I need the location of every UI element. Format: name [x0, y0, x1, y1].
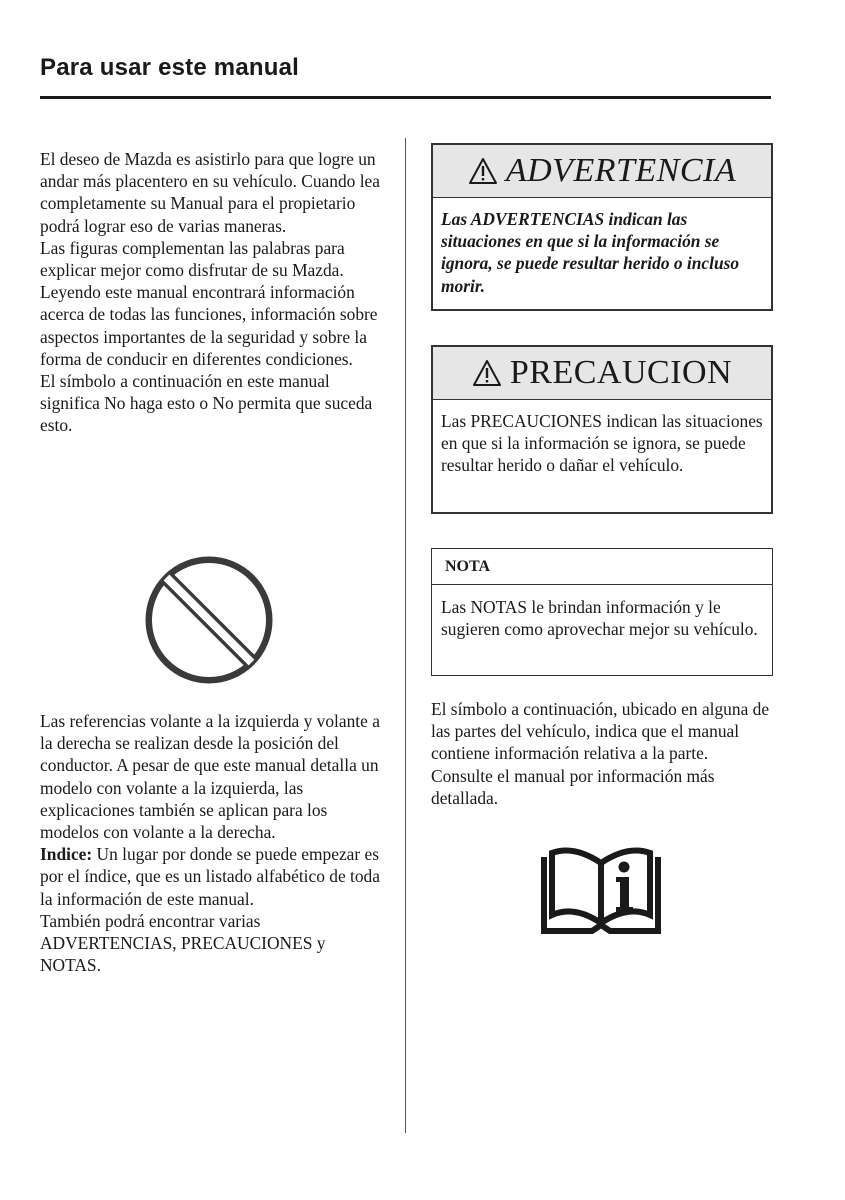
manual-symbol-section [431, 698, 773, 809]
warning-triangle-icon [472, 359, 502, 387]
manual-consult-paragraph: Consulte el manual por información más detallada. [431, 765, 715, 808]
left-column-lower [40, 710, 385, 976]
title-rule [40, 96, 771, 99]
caution-title: PRECAUCION [509, 354, 733, 391]
page-title: Para usar este manual [40, 54, 300, 81]
note-box [431, 548, 773, 676]
warning-box-header [433, 145, 771, 198]
steering-paragraph: Las referencias volante a la izquierda y volante a la derecha se realizan desde la posición del conductor. A pesar de que este manual detalla un modelo con volante a la izquierda, las explicaciones también se aplican para los modelos con volante a la derecha. [40, 711, 380, 843]
left-column [40, 148, 385, 437]
caution-box [431, 345, 773, 514]
manual-symbol-paragraph: El símbolo a continuación, ubicado en alguna de las partes del vehículo, indica que el manual contiene información relativa a la parte. [431, 699, 770, 764]
figures-paragraph: Las figuras complementan las palabras para explicar mejor como disfrutar de su Mazda. Leyendo este manual encontrará información acerca de todas las funciones, información sobre aspectos importantes de la seguridad y sobre la forma de conducir en diferentes condiciones. [40, 237, 378, 369]
manual-info-icon [540, 845, 662, 935]
note-body [432, 585, 772, 640]
warnings-paragraph: También podrá encontrar varias ADVERTENCIAS, PRECAUCIONES y NOTAS. [40, 910, 326, 976]
index-label: Indice: [40, 844, 93, 865]
intro-paragraph: El deseo de Mazda es asistirlo para que logre un andar más placentero en su vehículo. Cuando lea completamente su Manual para el propietario podrá lograr eso de varias maneras. [40, 149, 380, 236]
note-text: Las NOTAS le brindan información y le sugieren como aprovechar mejor su vehículo. [441, 597, 758, 640]
caution-body [433, 400, 771, 477]
column-divider [405, 138, 406, 1133]
note-title: NOTA [432, 549, 772, 585]
right-column [431, 143, 773, 809]
prohibition-icon [144, 555, 274, 685]
index-paragraph [40, 843, 385, 910]
warning-text: Las ADVERTENCIAS indican las situaciones en que si la información se ignora, se puede resultar herido o incluso morir. [441, 209, 740, 296]
warning-title: ADVERTENCIA [505, 152, 737, 189]
warning-body [433, 198, 771, 297]
warning-triangle-icon [468, 157, 498, 185]
symbol-paragraph: El símbolo a continuación en este manual significa No haga esto o No permita que suceda esto. [40, 371, 373, 436]
caution-box-header [433, 347, 771, 400]
caution-text: Las PRECAUCIONES indican las situaciones en que si la información se ignora, se puede resultar herido o dañar el vehículo. [441, 411, 763, 476]
warning-box [431, 143, 773, 311]
index-text: Un lugar por donde se puede empezar es por el índice, que es un listado alfabético de toda la información de este manual. [40, 844, 380, 909]
